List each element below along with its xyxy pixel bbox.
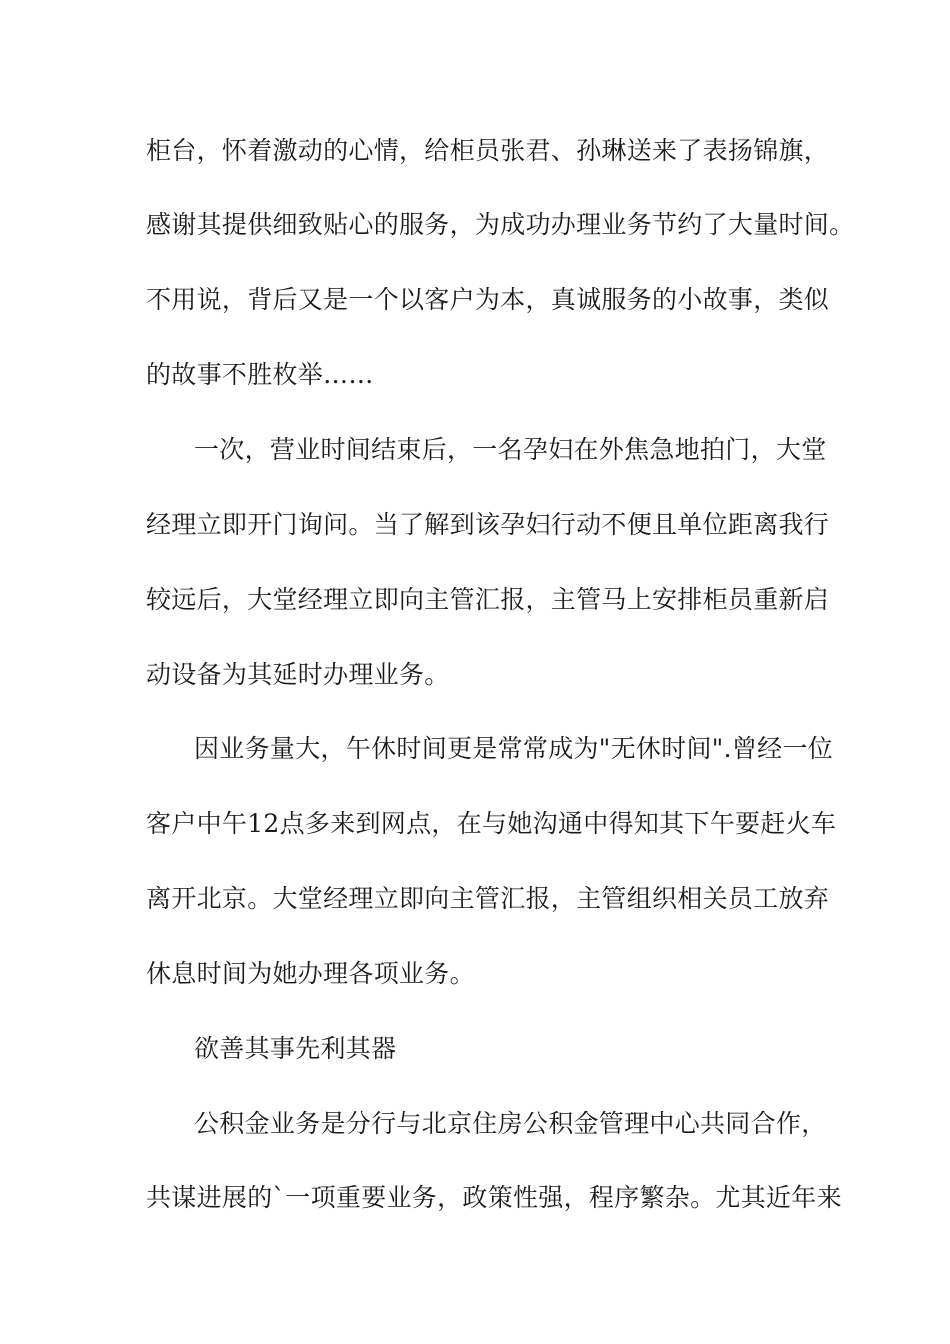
text-line: 共谋进展的`一项重要业务，政策性强，程序繁杂。尤其近年来	[146, 1183, 842, 1212]
text-line: 不用说，背后又是一个以客户为本，真诚服务的小故事，类似	[146, 285, 830, 314]
text-line: 动设备为其延时办理业务。	[146, 660, 450, 689]
text-line: 休息时间为她办理各项业务。	[146, 959, 475, 988]
text-line: 感谢其提供细致贴心的服务，为成功办理业务节约了大量时间。	[146, 210, 855, 239]
paragraph-first-line: 因业务量大，午休时间更是常常成为"无休时间".曾经一位	[194, 734, 834, 763]
paragraph-first-line: 一次，营业时间结束后，一名孕妇在外焦急地拍门，大堂	[194, 435, 827, 464]
text-line: 离开北京。大堂经理立即向主管汇报，主管组织相关员工放弃	[146, 884, 830, 913]
text-line: 经理立即开门询问。当了解到该孕妇行动不便且单位距离我行	[146, 510, 830, 539]
paragraph-first-line: 公积金业务是分行与北京住房公积金管理中心共同合作，	[194, 1109, 827, 1138]
text-line: 的故事不胜枚举……	[146, 360, 374, 389]
text-line: 较远后，大堂经理立即向主管汇报，主管马上安排柜员重新启	[146, 585, 830, 614]
section-heading: 欲善其事先利其器	[194, 1034, 397, 1063]
text-line: 柜台，怀着激动的心情，给柜员张君、孙琳送来了表扬锦旗，	[146, 136, 830, 165]
text-line: 客户中午12点多来到网点，在与她沟通中得知其下午要赶火车	[146, 809, 837, 838]
